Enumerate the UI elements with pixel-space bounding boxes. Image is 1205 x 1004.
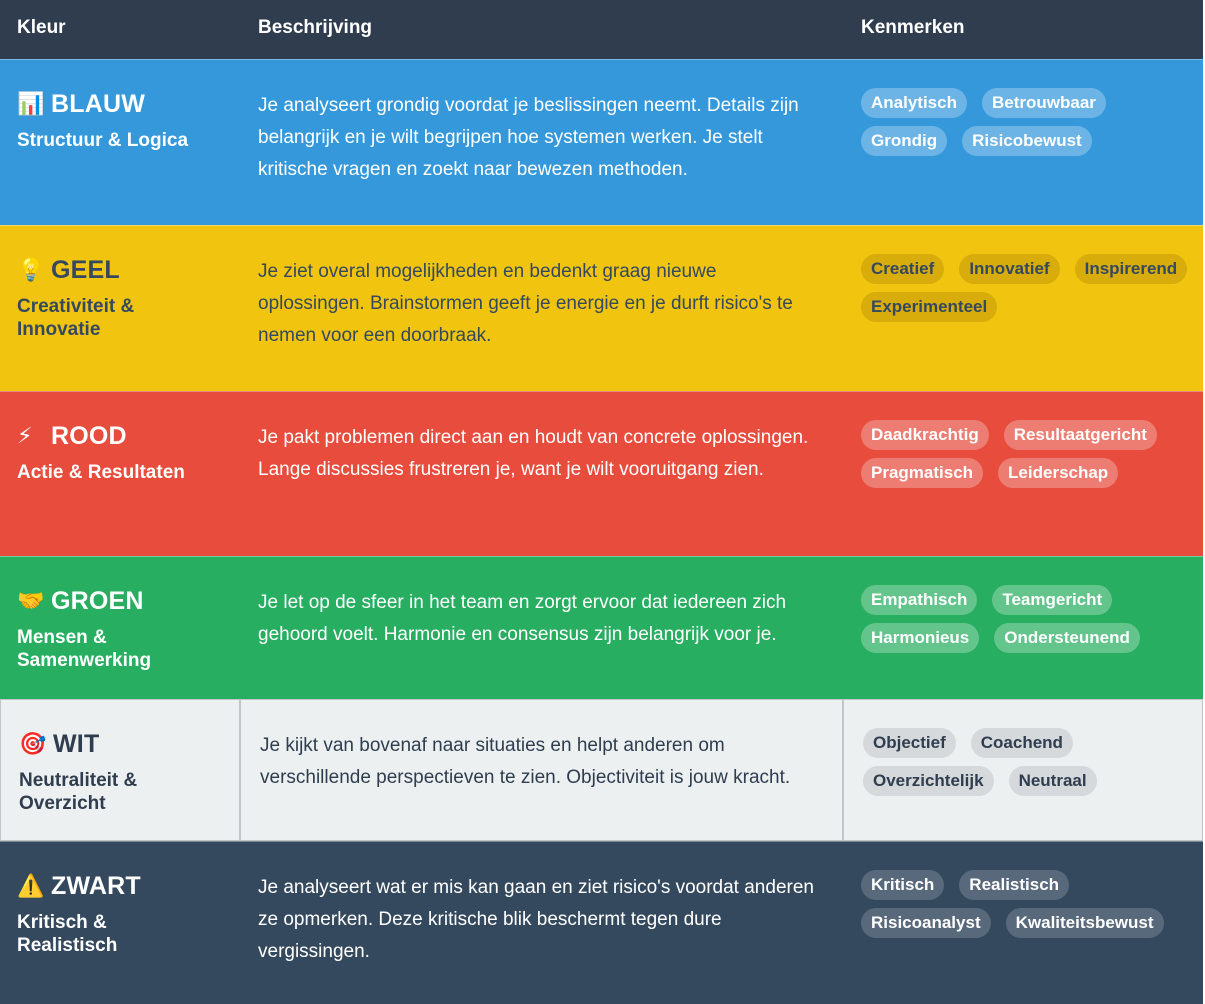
color-name: GEEL [51, 255, 120, 284]
table-row-rood [0, 391, 1203, 556]
color-subtitle: Creativiteit & Innovatie [17, 296, 135, 340]
tag: Betrouwbaar [982, 88, 1106, 118]
column-divider [842, 700, 844, 840]
tag: Kwaliteitsbewust [1006, 908, 1164, 938]
color-subtitle: Actie & Resultaten [17, 462, 185, 483]
handshake-icon: 🤝 [17, 588, 45, 613]
color-subtitle: Structuur & Logica [17, 130, 189, 151]
color-cell [17, 420, 237, 484]
lightning-icon: ⚡ [17, 423, 33, 448]
color-name: ZWART [51, 871, 141, 900]
tag: Overzichtelijk [863, 766, 994, 796]
color-cell [17, 88, 237, 152]
tag: Neutraal [1009, 766, 1097, 796]
tag: Daadkrachtig [861, 420, 989, 450]
tags-cell [861, 254, 1191, 322]
color-subtitle: Kritisch & Realistisch [17, 912, 118, 956]
tag: Innovatief [959, 254, 1059, 284]
description-cell: Je ziet overal mogelijkheden en bedenkt graag nieuwe oplossingen. Brainstormen geeft je energie en je durft risico's te nemen voor een doorbraak. [258, 261, 793, 346]
lightbulb-icon: 💡 [17, 257, 45, 282]
color-name: ROOD [51, 421, 127, 450]
tag: Realistisch [959, 870, 1069, 900]
tag: Risicobewust [962, 126, 1092, 156]
table-row-groen [0, 556, 1203, 699]
tag: Risicoanalyst [861, 908, 991, 938]
tag: Empathisch [861, 585, 977, 615]
tag: Grondig [861, 126, 947, 156]
table-row-wit [0, 699, 1203, 841]
tag: Teamgericht [992, 585, 1112, 615]
tags-cell [861, 88, 1191, 156]
table-row-zwart [0, 841, 1203, 1004]
table-row-blauw [0, 59, 1203, 225]
tag: Analytisch [861, 88, 967, 118]
column-divider [239, 700, 241, 840]
color-name: WIT [53, 729, 100, 758]
description-cell: Je analyseert wat er mis kan gaan en ziet risico's voordat anderen ze opmerken. Deze kritische blik beschermt tegen dure vergissingen. [258, 877, 814, 962]
target-icon: 🎯 [19, 731, 47, 756]
description-cell: Je analyseert grondig voordat je beslissingen neemt. Details zijn belangrijk en je wilt begrijpen hoe systemen werken. Je stelt kritische vragen en zoekt naar bewezen methoden. [258, 95, 799, 180]
tags-cell [863, 728, 1193, 796]
tag: Inspirerend [1075, 254, 1188, 284]
table-row-geel [0, 225, 1203, 391]
header-beschrijving: Beschrijving [258, 17, 373, 38]
color-name: GROEN [51, 586, 144, 615]
tag: Resultaatgericht [1004, 420, 1157, 450]
color-subtitle: Neutraliteit & Overzicht [19, 770, 138, 814]
warning-icon: ⚠️ [17, 873, 45, 898]
description-cell: Je pakt problemen direct aan en houdt van concrete oplossingen. Lange discussies frustreren je, want je wilt vooruitgang zien. [258, 427, 809, 480]
description-cell: Je kijkt van bovenaf naar situaties en helpt anderen om verschillende perspectieven te zien. Objectiviteit is jouw kracht. [260, 735, 791, 788]
header-kenmerken: Kenmerken [861, 17, 965, 38]
tags-cell [861, 585, 1191, 653]
table-header [0, 0, 1203, 59]
color-name: BLAUW [51, 89, 146, 118]
tag: Objectief [863, 728, 956, 758]
tags-cell [861, 420, 1191, 488]
tag: Creatief [861, 254, 944, 284]
color-cell [17, 870, 237, 957]
color-cell [17, 254, 237, 341]
description-cell: Je let op de sfeer in het team en zorgt ervoor dat iedereen zich gehoord voelt. Harmonie en consensus zijn belangrijk voor je. [258, 592, 787, 645]
tag: Kritisch [861, 870, 944, 900]
bar-chart-icon: 📊 [17, 91, 45, 116]
color-subtitle: Mensen & Samenwerking [17, 627, 152, 671]
color-cell [17, 585, 237, 672]
tags-cell [861, 870, 1191, 938]
tag: Pragmatisch [861, 458, 983, 488]
header-kleur: Kleur [17, 17, 66, 38]
tag: Experimenteel [861, 292, 997, 322]
tag: Leiderschap [998, 458, 1118, 488]
tag: Harmonieus [861, 623, 979, 653]
tag: Ondersteunend [994, 623, 1140, 653]
tag: Coachend [971, 728, 1073, 758]
color-cell [19, 728, 239, 815]
